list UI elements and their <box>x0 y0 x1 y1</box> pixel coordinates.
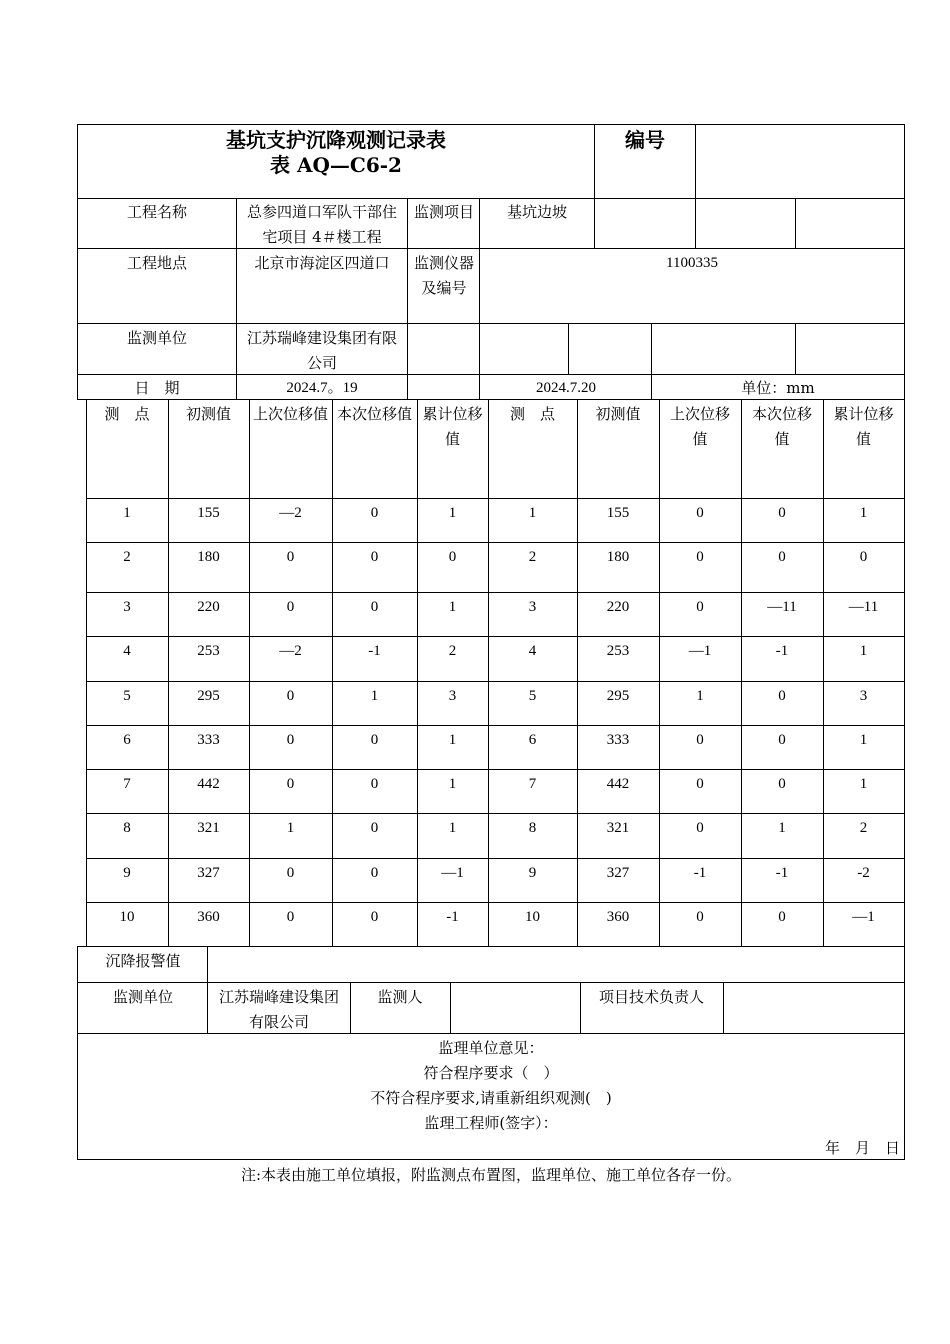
table-cell-initial: 442 <box>606 776 630 792</box>
border-line <box>904 946 905 1160</box>
border-line <box>86 399 905 400</box>
border-line <box>723 982 724 1034</box>
table-cell-cum-disp: 1 <box>448 599 457 615</box>
border-line <box>86 725 905 726</box>
tech-lead-value <box>723 984 904 985</box>
border-line <box>594 124 595 249</box>
table-cell-prev-disp: 0 <box>696 549 704 565</box>
border-line <box>77 946 78 1160</box>
table-cell-cum-disp: 1 <box>859 643 868 659</box>
table-cell-prev-disp: 0 <box>286 688 295 704</box>
table-cell-point: 8 <box>528 820 537 836</box>
table-header-initial-a: 初测值 <box>185 405 231 423</box>
table-cell-cum-disp: —1 <box>441 865 464 881</box>
table-cell-cum-disp: 1 <box>859 505 868 521</box>
border-line <box>77 1033 905 1034</box>
table-cell-point: 2 <box>123 549 131 565</box>
border-line <box>795 323 796 375</box>
table-cell-curr-disp: 0 <box>370 549 379 565</box>
border-line <box>488 399 489 947</box>
monitor-person-value <box>450 984 580 985</box>
table-cell-point: 1 <box>123 505 131 521</box>
table-cell-prev-disp: 1 <box>286 820 295 836</box>
border-line <box>86 769 905 770</box>
date-second: 2024.7.20 <box>536 380 596 396</box>
table-cell-initial: 333 <box>197 732 220 748</box>
border-line <box>86 858 905 859</box>
opinion-compliant: 符合程序要求（ ） <box>423 1064 559 1082</box>
border-line <box>659 399 660 947</box>
table-cell-cum-disp: -2 <box>857 865 870 881</box>
table-cell-point: 1 <box>528 505 537 521</box>
table-cell-point: 6 <box>123 732 131 748</box>
table-cell-initial: 253 <box>606 643 630 659</box>
border-line <box>77 248 905 249</box>
border-line <box>77 982 905 983</box>
project-name-label: 工程名称 <box>126 203 187 221</box>
table-cell-point: 5 <box>528 688 537 704</box>
table-cell-prev-disp: 0 <box>286 865 295 881</box>
table-cell-prev-disp: 0 <box>286 909 295 925</box>
border-line <box>350 982 351 1034</box>
table-cell-cum-disp: 0 <box>448 549 457 565</box>
border-line <box>86 813 905 814</box>
table-cell-curr-disp: —11 <box>767 599 797 615</box>
table-header-cum-disp-a: 累计位移值 <box>422 405 483 448</box>
alarm-label: 沉降报警值 <box>105 952 181 970</box>
table-cell-initial: 220 <box>606 599 630 615</box>
table-cell-initial: 360 <box>197 909 220 925</box>
border-line <box>568 323 569 375</box>
footer-unit-label: 监测单位 <box>112 988 173 1006</box>
sign-date: 年 月 日 <box>824 1139 900 1157</box>
border-line <box>77 124 905 125</box>
border-line <box>77 323 905 324</box>
table-cell-initial: 360 <box>606 909 630 925</box>
monitor-unit-label: 监测单位 <box>126 329 187 347</box>
table-cell-curr-disp: 0 <box>778 776 786 792</box>
table-cell-initial: 253 <box>197 643 220 659</box>
border-line <box>904 399 905 947</box>
table-cell-curr-disp: 1 <box>778 820 786 836</box>
table-cell-point: 10 <box>525 909 540 925</box>
footer-unit-name: 江苏瑞峰建设集团有限公司 <box>218 988 339 1031</box>
table-header-cum-disp-b: 累计位移值 <box>833 405 894 448</box>
instrument-number: 1100335 <box>666 255 718 271</box>
table-cell-point: 6 <box>528 732 537 748</box>
table-header-curr-disp-a: 本次位移值 <box>336 405 412 423</box>
table-cell-curr-disp: -1 <box>368 643 381 659</box>
location: 北京市海淀区四道口 <box>254 254 390 272</box>
table-cell-curr-disp: 0 <box>778 688 786 704</box>
table-cell-cum-disp: 2 <box>859 820 868 836</box>
table-cell-prev-disp: 0 <box>696 776 704 792</box>
tech-lead-label: 项目技术负责人 <box>598 988 704 1006</box>
border-line <box>695 124 696 249</box>
border-line <box>207 946 208 1034</box>
table-cell-initial: 327 <box>606 865 630 881</box>
border-line <box>417 399 418 947</box>
border-line <box>407 198 408 400</box>
table-cell-point: 7 <box>123 776 131 792</box>
table-cell-curr-disp: 0 <box>370 865 379 881</box>
border-line <box>86 498 905 499</box>
border-line <box>450 982 451 1034</box>
table-cell-prev-disp: 0 <box>696 732 704 748</box>
table-cell-initial: 180 <box>197 549 220 565</box>
border-line <box>77 198 905 199</box>
project-name: 总参四道口军队干部住宅项目 4＃楼工程 <box>246 203 397 246</box>
border-line <box>332 399 333 947</box>
table-cell-point: 7 <box>528 776 537 792</box>
table-cell-prev-disp: 1 <box>696 688 704 704</box>
table-header-point-a: 测 点 <box>104 405 150 423</box>
table-cell-prev-disp: —2 <box>279 505 302 521</box>
form-title: 基坑支护沉降观测记录表 <box>226 128 446 152</box>
border-line <box>86 636 905 637</box>
table-header-curr-disp-b: 本次位移值 <box>751 405 812 448</box>
border-line <box>651 323 652 400</box>
table-cell-curr-disp: 0 <box>370 820 379 836</box>
table-cell-cum-disp: 1 <box>859 776 868 792</box>
monitor-unit-name: 江苏瑞峰建设集团有限公司 <box>246 329 397 372</box>
table-cell-prev-disp: —2 <box>279 643 302 659</box>
table-cell-cum-disp: 1 <box>448 820 457 836</box>
monitor-item: 基坑边坡 <box>506 203 567 221</box>
table-cell-cum-disp: —11 <box>848 599 879 615</box>
alarm-value <box>208 948 904 949</box>
border-line <box>77 124 78 400</box>
table-cell-initial: 327 <box>197 865 220 881</box>
table-cell-cum-disp: 1 <box>448 505 457 521</box>
table-cell-point: 9 <box>123 865 131 881</box>
table-cell-initial: 295 <box>606 688 630 704</box>
table-cell-cum-disp: 3 <box>448 688 457 704</box>
table-header-point-b: 测 点 <box>509 405 555 423</box>
table-cell-curr-disp: 0 <box>778 505 786 521</box>
footnote: 注:本表由施工单位填报，附监测点布置图，监理单位、施工单位各存一份。 <box>240 1166 742 1184</box>
table-cell-prev-disp: 0 <box>696 820 704 836</box>
monitor-person-label: 监测人 <box>377 988 423 1006</box>
table-cell-point: 3 <box>528 599 537 615</box>
table-cell-curr-disp: -1 <box>775 865 789 881</box>
table-cell-cum-disp: —1 <box>852 909 875 925</box>
date-first: 2024.7。19 <box>286 380 358 396</box>
border-line <box>86 681 905 682</box>
table-cell-initial: 180 <box>606 549 630 565</box>
table-header-initial-b: 初测值 <box>595 405 641 423</box>
table-cell-prev-disp: 0 <box>696 599 704 615</box>
measure-unit: 单位：mm <box>741 379 815 397</box>
border-line <box>249 399 250 947</box>
table-cell-point: 5 <box>123 688 131 704</box>
table-cell-initial: 321 <box>606 820 630 836</box>
border-line <box>168 399 169 947</box>
table-cell-initial: 321 <box>197 820 220 836</box>
border-line <box>904 124 905 400</box>
table-cell-initial: 442 <box>197 776 220 792</box>
table-cell-point: 4 <box>123 643 131 659</box>
table-cell-prev-disp: -1 <box>693 865 707 881</box>
table-cell-point: 2 <box>528 549 537 565</box>
table-cell-initial: 155 <box>606 505 630 521</box>
table-cell-prev-disp: 0 <box>696 505 704 521</box>
opinion-noncompliant: 不符合程序要求,请重新组织观测( ) <box>370 1089 612 1107</box>
instrument-label: 监测仪器及编号 <box>414 254 475 297</box>
table-cell-curr-disp: 0 <box>778 732 786 748</box>
monitor-item-label: 监测项目 <box>414 203 475 221</box>
table-cell-curr-disp: 0 <box>370 776 379 792</box>
engineer-signature: 监理工程师(签字）： <box>424 1114 558 1132</box>
border-line <box>577 399 578 947</box>
table-cell-curr-disp: 0 <box>778 909 786 925</box>
table-cell-curr-disp: 0 <box>370 505 379 521</box>
table-cell-prev-disp: 0 <box>286 599 295 615</box>
border-line <box>580 982 581 1034</box>
table-cell-prev-disp: 0 <box>696 909 704 925</box>
table-cell-curr-disp: -1 <box>775 643 789 659</box>
table-cell-curr-disp: 1 <box>370 688 379 704</box>
table-cell-curr-disp: 0 <box>778 549 786 565</box>
border-line <box>77 1159 905 1160</box>
table-cell-prev-disp: 0 <box>286 732 295 748</box>
table-cell-cum-disp: 3 <box>859 688 868 704</box>
table-cell-initial: 155 <box>197 505 220 521</box>
table-cell-cum-disp: -1 <box>446 909 459 925</box>
border-line <box>479 198 480 400</box>
table-header-prev-disp-b: 上次位移值 <box>669 405 730 448</box>
table-cell-curr-disp: 0 <box>370 909 379 925</box>
border-line <box>86 592 905 593</box>
serial-value <box>696 126 904 127</box>
table-cell-point: 9 <box>528 865 537 881</box>
date-label: 日 期 <box>134 379 180 397</box>
table-cell-initial: 333 <box>606 732 630 748</box>
border-line <box>795 198 796 249</box>
border-line <box>823 399 824 947</box>
table-cell-point: 8 <box>123 820 131 836</box>
table-cell-point: 4 <box>528 643 537 659</box>
table-cell-curr-disp: 0 <box>370 732 379 748</box>
table-cell-point: 10 <box>119 909 135 925</box>
table-cell-prev-disp: 0 <box>286 549 295 565</box>
table-cell-initial: 295 <box>197 688 220 704</box>
border-line <box>741 399 742 947</box>
serial-label: 编号 <box>625 128 665 152</box>
table-cell-initial: 220 <box>197 599 220 615</box>
table-cell-prev-disp: 0 <box>286 776 295 792</box>
location-label: 工程地点 <box>126 254 187 272</box>
table-cell-point: 3 <box>123 599 131 615</box>
table-cell-prev-disp: —1 <box>688 643 712 659</box>
border-line <box>86 902 905 903</box>
border-line <box>236 198 237 400</box>
border-line <box>86 542 905 543</box>
border-line <box>77 374 905 375</box>
border-line <box>77 946 905 947</box>
table-cell-cum-disp: 2 <box>448 643 457 659</box>
border-line <box>86 399 87 947</box>
supervision-opinion-title: 监理单位意见： <box>438 1039 544 1057</box>
table-cell-curr-disp: 0 <box>370 599 379 615</box>
table-cell-cum-disp: 0 <box>859 549 868 565</box>
table-cell-cum-disp: 1 <box>448 732 457 748</box>
table-header-prev-disp-a: 上次位移值 <box>253 405 329 423</box>
table-cell-cum-disp: 1 <box>448 776 457 792</box>
table-cell-cum-disp: 1 <box>859 732 868 748</box>
form-code: 表 AQ—C6-2 <box>270 153 402 177</box>
